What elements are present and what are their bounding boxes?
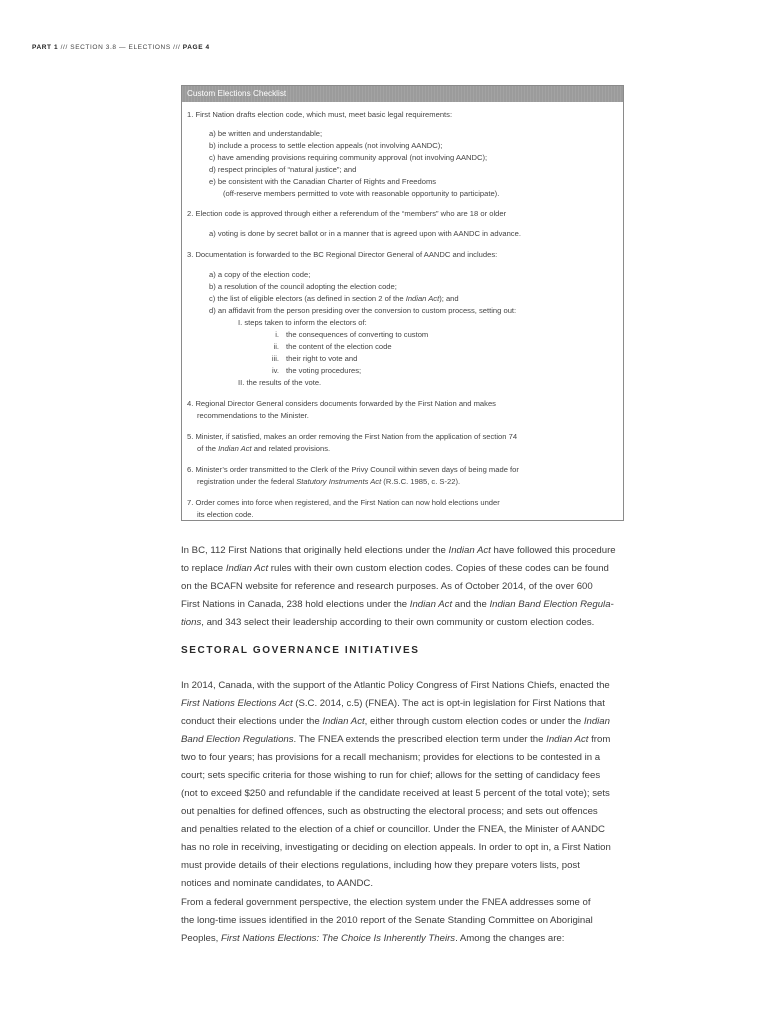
text-line: First Nations Elections Act (S.C. 2014, c.5) (FNEA). The act is opt-in legislation for First Nations that [181, 698, 605, 709]
paragraph-bc-procedure [181, 542, 651, 632]
checklist-box [181, 85, 624, 521]
checklist-line: b) include a process to settle election appeals (not involving AANDC); [209, 141, 443, 150]
text-line: Peoples, First Nations Elections: The Choice Is Inherently Theirs. Among the changes are: [181, 933, 565, 944]
checklist-line: a) be written and understandable; [209, 129, 323, 138]
running-header [32, 44, 210, 51]
text-line: First Nations in Canada, 238 hold elections under the Indian Act and the Indian Band Election Regula- [181, 599, 614, 610]
text-line: out penalties for defined offences, such as obstructing the electoral process; and sets out offences [181, 806, 598, 817]
checklist-numeral: iv. [271, 366, 279, 375]
checklist-line: 1. First Nation drafts election code, which must, meet basic legal requirements: [187, 110, 453, 119]
checklist-title: Custom Elections Checklist [182, 86, 623, 102]
checklist-line: registration under the federal Statutory Instruments Act (R.S.C. 1985, c. S-22). [197, 477, 461, 486]
checklist-line: 7. Order comes into force when registered, and the First Nation can now hold elections under [187, 498, 500, 507]
checklist-line: its election code. [197, 510, 254, 519]
text-line: two to four years; has provisions for a recall mechanism; provides for elections to be contested in a [181, 752, 601, 763]
header-section: SECTION 3.8 — ELECTIONS [70, 44, 171, 51]
paragraph-fnea [181, 677, 651, 893]
text-line: to replace Indian Act rules with their own custom election codes. Copies of these codes can be found [181, 563, 609, 574]
header-page-number: PAGE 4 [182, 44, 210, 51]
header-separator: /// [58, 44, 71, 51]
text-line: (not to exceed $250 and refundable if the candidate received at least 5 percent of the total vote); sets [181, 788, 610, 799]
checklist-line: II. the results of the vote. [238, 378, 322, 387]
checklist-numeral: ii. [273, 342, 279, 351]
checklist-line: 5. Minister, if satisfied, makes an order removing the First Nation from the application of section 74 [187, 432, 518, 441]
header-separator: /// [170, 44, 183, 51]
section-heading: SECTORAL GOVERNANCE INITIATIVES [181, 645, 420, 656]
checklist-line: 6. Minister’s order transmitted to the Clerk of the Privy Council within seven days of being made for [187, 465, 519, 474]
text-line: conduct their elections under the Indian Act, either through custom election codes or under the Indian [181, 716, 610, 727]
checklist-line: (off-reserve members permitted to vote with reasonable opportunity to participate). [223, 189, 500, 198]
checklist-line: the consequences of converting to custom [286, 330, 429, 339]
checklist-line: of the Indian Act and related provisions. [197, 444, 331, 453]
text-line: In 2014, Canada, with the support of the Atlantic Policy Congress of First Nations Chiefs, enacted the [181, 680, 610, 691]
checklist-line: c) have amending provisions requiring community approval (not involving AANDC); [209, 153, 488, 162]
text-line: notices and nominate candidates, to AANDC. [181, 878, 373, 889]
checklist-line: 2. Election code is approved through either a referendum of the “members” who are 18 or older [187, 209, 507, 218]
text-line: the long-time issues identified in the 2010 report of the Senate Standing Committee on Aboriginal [181, 915, 593, 926]
text-line: Band Election Regulations. The FNEA extends the prescribed election term under the Indian Act from [181, 734, 611, 745]
text-line: court; sets specific criteria for those wishing to run for chief; allows for the setting of candidacy fees [181, 770, 601, 781]
checklist-line: e) be consistent with the Canadian Charter of Rights and Freedoms [209, 177, 437, 186]
checklist-line: d) an affidavit from the person presiding over the conversion to custom process, setting out: [209, 306, 517, 315]
checklist-line: c) the list of eligible electors (as defined in section 2 of the Indian Act); and [209, 294, 459, 303]
checklist-numeral: i. [275, 330, 279, 339]
checklist-line: b) a resolution of the council adopting the election code; [209, 282, 397, 291]
text-line: In BC, 112 First Nations that originally held elections under the Indian Act have followed this procedure [181, 545, 616, 556]
checklist-line: a) a copy of the election code; [209, 270, 311, 279]
text-line: on the BCAFN website for reference and research purposes. As of October 2014, of the over 600 [181, 581, 593, 592]
checklist-numeral: iii. [271, 354, 279, 363]
checklist-line: 3. Documentation is forwarded to the BC Regional Director General of AANDC and includes: [187, 250, 498, 259]
checklist-line: recommendations to the Minister. [197, 411, 309, 420]
checklist-line: a) voting is done by secret ballot or in a manner that is agreed upon with AANDC in advance. [209, 229, 521, 238]
checklist-line: their right to vote and [286, 354, 358, 363]
checklist-line: d) respect principles of “natural justice”; and [209, 165, 357, 174]
checklist-line: the content of the election code [286, 342, 392, 351]
text-line: From a federal government perspective, the election system under the FNEA addresses some of [181, 897, 591, 908]
text-line: must provide details of their elections regulations, including how they prepare voters lists, post [181, 860, 580, 871]
text-line: tions, and 343 select their leadership according to their own community or custom election codes. [181, 617, 595, 628]
checklist-line: 4. Regional Director General considers documents forwarded by the First Nation and makes [187, 399, 496, 408]
header-part: PART 1 [32, 44, 59, 51]
checklist-line: the voting procedures; [286, 366, 362, 375]
text-line: has no role in receiving, investigating or deciding on election appeals. In order to opt in, a First Nation [181, 842, 611, 853]
text-line: and penalties related to the election of a chief or councillor. Under the FNEA, the Minister of AANDC [181, 824, 605, 835]
paragraph-federal-perspective [181, 894, 651, 948]
checklist-line: I. steps taken to inform the electors of: [238, 318, 367, 327]
